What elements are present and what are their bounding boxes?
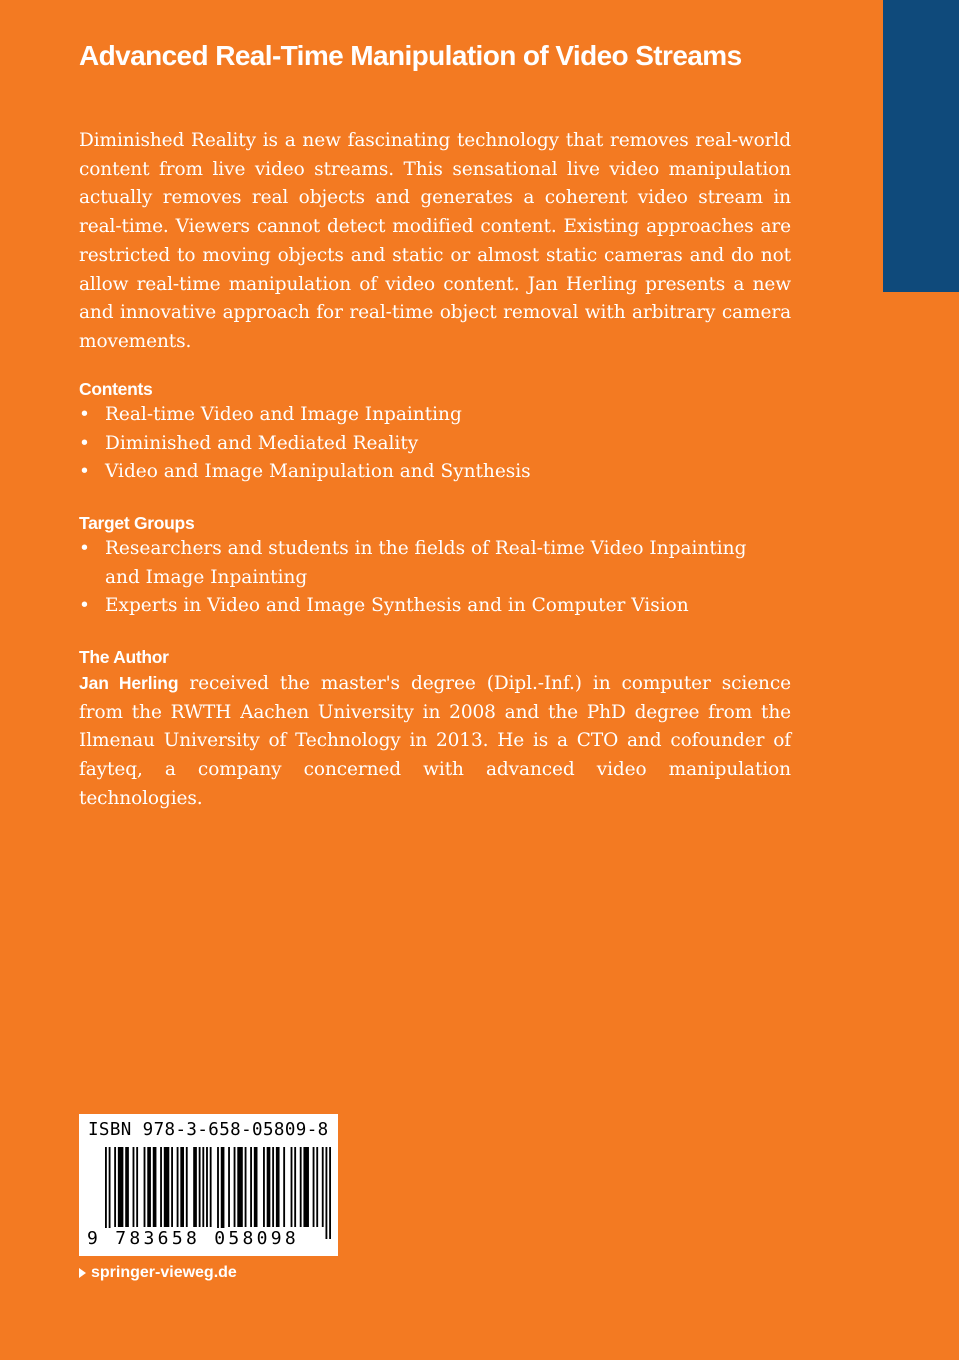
bullet-icon: • — [79, 432, 90, 454]
bullet-icon: • — [79, 595, 90, 617]
barcode-bar — [325, 1147, 327, 1239]
barcode-bar — [202, 1147, 204, 1227]
barcode-bar — [316, 1147, 318, 1227]
ean-digits: 9 783658 058098 — [87, 1228, 300, 1249]
barcode-bar — [329, 1147, 331, 1239]
barcode-bar — [193, 1147, 197, 1227]
barcode-bar — [250, 1147, 252, 1227]
barcode-bar — [254, 1147, 258, 1227]
barcode-bar — [263, 1147, 265, 1227]
barcode-bar — [147, 1147, 151, 1227]
book-title: Advanced Real-Time Manipulation of Video Streams — [79, 40, 742, 71]
barcode-bar — [118, 1147, 124, 1227]
barcode-bar — [177, 1147, 179, 1227]
barcode-bar — [237, 1147, 243, 1227]
barcode-bar — [136, 1147, 138, 1227]
barcode-bar — [206, 1147, 208, 1227]
target-groups-list — [79, 535, 791, 621]
barcode-bar — [114, 1147, 116, 1227]
barcode-bar — [144, 1147, 146, 1227]
barcode-bar — [210, 1147, 212, 1227]
barcode-bar — [283, 1147, 285, 1227]
list-item: • Diminished and Mediated Reality — [79, 430, 791, 459]
contents-section — [79, 377, 791, 487]
author-section — [79, 645, 791, 814]
list-item: • Real-time Video and Image Inpainting — [79, 401, 791, 430]
author-bio — [79, 669, 791, 814]
barcode-bar — [267, 1147, 271, 1227]
publisher-link[interactable] — [79, 1264, 237, 1282]
barcode-bar — [186, 1147, 188, 1227]
target-groups-section — [79, 511, 791, 621]
barcode-bar — [109, 1147, 111, 1239]
publisher-url: springer-vieweg.de — [91, 1264, 237, 1281]
list-item: • Video and Image Manipulation and Synthesis — [79, 458, 791, 487]
barcode-bar — [105, 1147, 107, 1239]
barcode-bar — [171, 1147, 173, 1227]
isbn-label: ISBN 978-3-658-05809-8 — [88, 1120, 329, 1140]
barcode-bar — [300, 1147, 302, 1227]
isbn-barcode — [79, 1114, 338, 1256]
color-tab — [883, 0, 959, 292]
barcode-bar — [234, 1147, 236, 1227]
barcode-bar — [217, 1147, 219, 1239]
bullet-icon: • — [79, 538, 90, 559]
barcode-bar — [228, 1147, 230, 1227]
barcode-bar — [291, 1147, 293, 1227]
barcode-bar — [322, 1147, 324, 1227]
barcode-bar — [199, 1147, 201, 1227]
barcode-bar — [164, 1147, 170, 1227]
author-heading: The Author — [79, 647, 169, 667]
barcode-bar — [125, 1147, 129, 1227]
target-groups-heading: Target Groups — [79, 513, 195, 533]
contents-heading: Contents — [79, 379, 153, 399]
barcode-bar — [221, 1147, 225, 1239]
arrow-right-icon — [79, 1268, 86, 1278]
barcode-bar — [245, 1147, 247, 1227]
barcode-bars — [105, 1147, 331, 1239]
list-item: • Researchers and students in the fields of Real-time Video Inpainting and Image Inpainting — [79, 535, 791, 592]
author-name: Jan Herling — [79, 673, 179, 693]
barcode-bar — [180, 1147, 184, 1227]
barcode-bar — [272, 1147, 274, 1227]
barcode-bar — [133, 1147, 135, 1227]
barcode-bar — [313, 1147, 315, 1227]
barcode-bar — [276, 1147, 280, 1227]
author-bio-text: received the master's degree (Dipl.-Inf.) in computer science from the RWTH Aachen University in 2008 and the PhD degree from the Ilmenau University of Technology in 2013. He is a CTO and cofounder of fayteq, a company concerned with advanced video manipulation technologies. — [79, 673, 791, 809]
barcode-bar — [294, 1147, 296, 1227]
barcode-bar — [303, 1147, 309, 1227]
contents-list — [79, 401, 791, 487]
bullet-icon: • — [79, 461, 90, 483]
list-item: • Experts in Video and Image Synthesis and in Computer Vision — [79, 592, 791, 621]
barcode-bar — [153, 1147, 157, 1227]
barcode-bar — [160, 1147, 162, 1227]
description-paragraph: Diminished Reality is a new fascinating technology that removes real-world content from live video streams. This sensational live video manipulation actually removes real objects and generates a coherent video stream in real-time. Viewers cannot detect modified content. Existing approaches are restricted to moving objects and static or almost static cameras and do not allow real-time manipulation of video content. Jan Herling presents a new and innovative approach for real-time object removal with arbitrary camera movements. — [79, 130, 791, 352]
bullet-icon: • — [79, 404, 90, 425]
